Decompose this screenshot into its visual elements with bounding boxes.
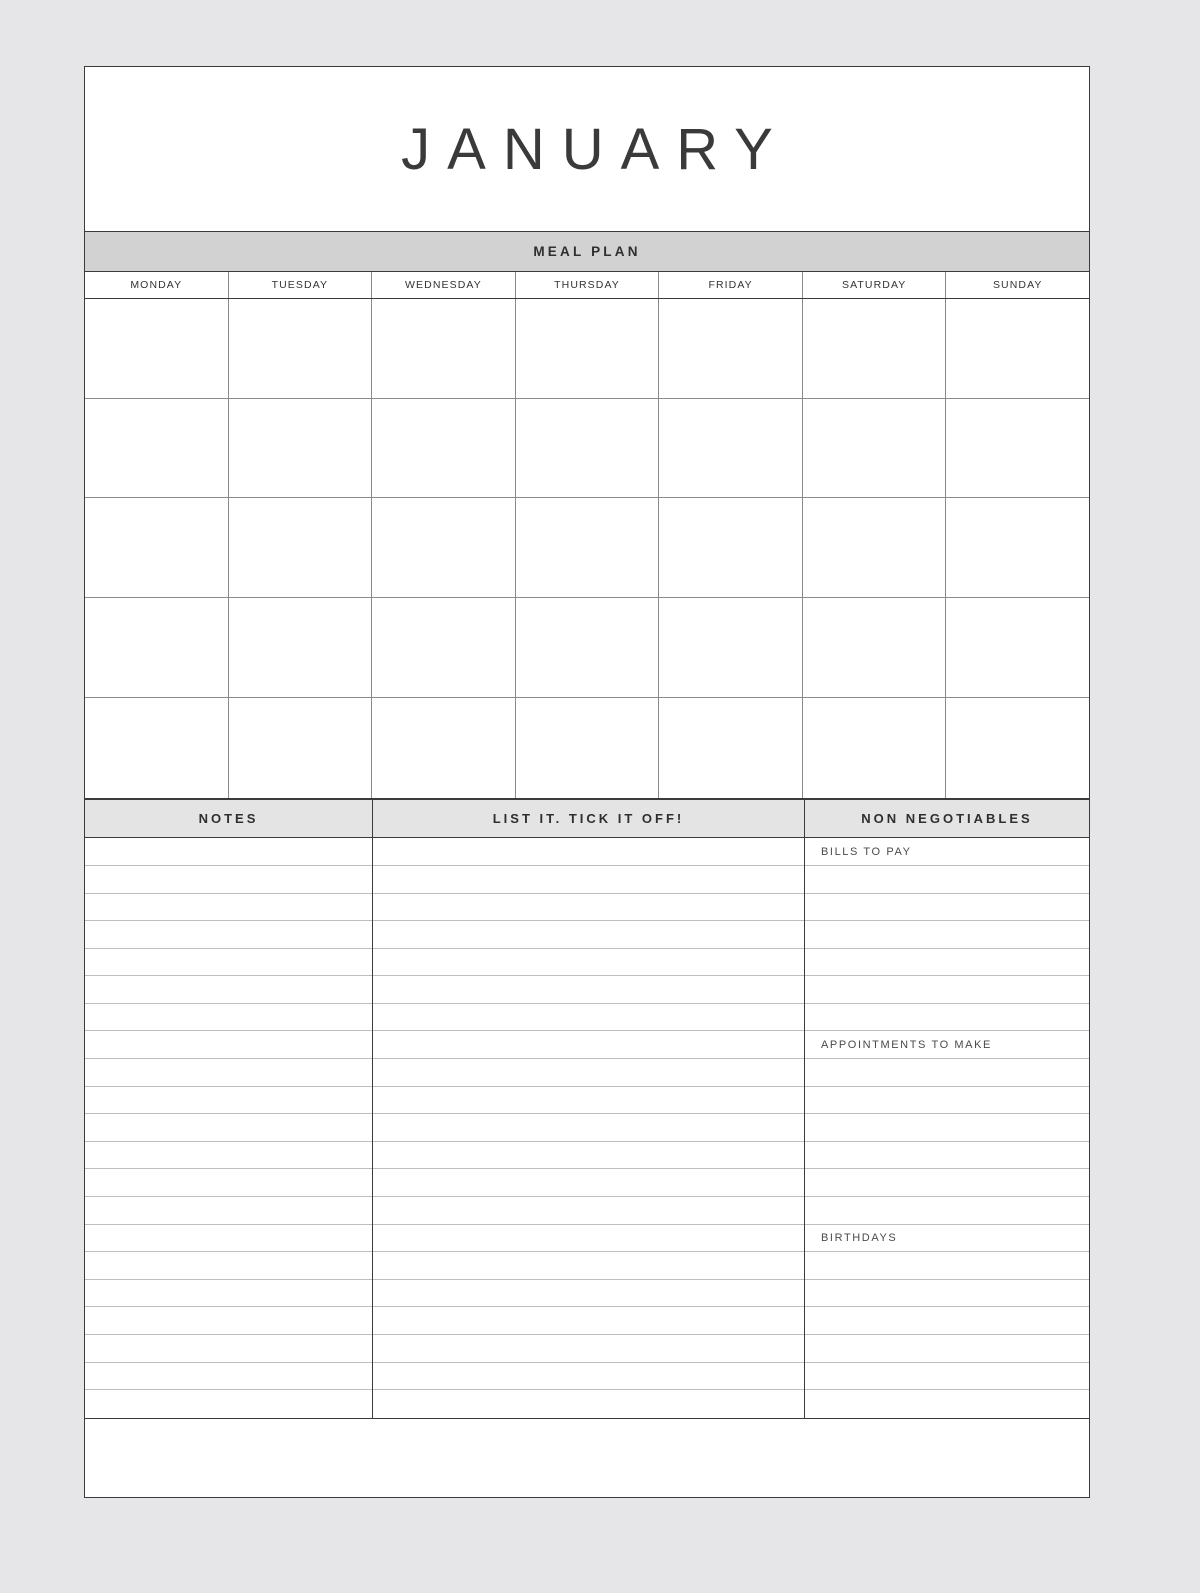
meal-plan-row <box>85 698 1089 798</box>
meal-plan-cell[interactable] <box>372 299 516 398</box>
list-line[interactable] <box>373 1142 804 1170</box>
meal-plan-row <box>85 399 1089 499</box>
notes-line[interactable] <box>85 894 372 922</box>
list-line[interactable] <box>373 1225 804 1253</box>
meal-plan-cell[interactable] <box>229 598 373 697</box>
non-negotiables-line[interactable] <box>805 1252 1089 1280</box>
list-line[interactable] <box>373 1197 804 1225</box>
notes-line[interactable] <box>85 1059 372 1087</box>
list-column <box>373 838 805 1417</box>
notes-line[interactable] <box>85 1114 372 1142</box>
lower-body <box>85 838 1089 1417</box>
non-negotiables-line[interactable] <box>805 894 1089 922</box>
weekday-sunday: SUNDAY <box>992 278 1043 291</box>
meal-plan-cell[interactable] <box>85 698 229 798</box>
meal-plan-cell[interactable] <box>659 698 803 798</box>
notes-line[interactable] <box>85 1087 372 1115</box>
notes-line[interactable] <box>85 921 372 949</box>
meal-plan-cell[interactable] <box>85 498 229 597</box>
notes-line[interactable] <box>85 1390 372 1418</box>
notes-line[interactable] <box>85 1142 372 1170</box>
notes-line[interactable] <box>85 1280 372 1308</box>
bottom-blank-band <box>85 1418 1089 1497</box>
meal-plan-cell[interactable] <box>85 299 229 398</box>
non-negotiables-line[interactable] <box>805 921 1089 949</box>
notes-line[interactable] <box>85 838 372 866</box>
list-line[interactable] <box>373 976 804 1004</box>
weekday-monday: MONDAY <box>85 272 229 298</box>
non-negotiables-line[interactable] <box>805 1390 1089 1418</box>
notes-line[interactable] <box>85 1169 372 1197</box>
weekday-thursday: THURSDAY <box>516 272 660 298</box>
notes-line[interactable] <box>85 1197 372 1225</box>
meal-plan-cell[interactable] <box>659 299 803 398</box>
meal-plan-cell[interactable] <box>229 399 373 498</box>
meal-plan-cell[interactable] <box>946 598 1089 697</box>
list-line[interactable] <box>373 1363 804 1391</box>
meal-plan-cell[interactable] <box>803 598 947 697</box>
list-line[interactable] <box>373 894 804 922</box>
meal-plan-row <box>85 498 1089 598</box>
meal-plan-header: MEAL PLAN <box>85 232 1089 272</box>
weekday-tuesday: TUESDAY <box>229 272 373 298</box>
meal-plan-cell[interactable] <box>229 698 373 798</box>
meal-plan-cell[interactable] <box>516 698 660 798</box>
list-line[interactable] <box>373 1114 804 1142</box>
notes-line[interactable] <box>85 1363 372 1391</box>
non-negotiables-header: NON NEGOTIABLES <box>861 811 1033 826</box>
non-negotiables-line[interactable] <box>805 1004 1089 1032</box>
meal-plan-cell[interactable] <box>85 399 229 498</box>
list-line[interactable] <box>373 921 804 949</box>
meal-plan-row <box>85 598 1089 698</box>
meal-plan-row <box>85 299 1089 399</box>
non-negotiables-line[interactable] <box>805 949 1089 977</box>
non-negotiables-line[interactable] <box>805 1335 1089 1363</box>
list-line[interactable] <box>373 1335 804 1363</box>
non-negotiables-line[interactable] <box>805 1280 1089 1308</box>
notes-line[interactable] <box>85 1004 372 1032</box>
meal-plan-cell[interactable] <box>516 299 660 398</box>
notes-line[interactable] <box>85 1225 372 1253</box>
list-header: LIST IT. TICK IT OFF! <box>373 800 805 838</box>
meal-plan-cell[interactable] <box>372 498 516 597</box>
non-negotiables-line[interactable] <box>805 1363 1089 1391</box>
meal-plan-cell[interactable] <box>516 598 660 697</box>
meal-plan-cell[interactable] <box>659 598 803 697</box>
non-negotiables-line[interactable] <box>805 1169 1089 1197</box>
notes-column <box>85 838 373 1417</box>
meal-plan-cell[interactable] <box>803 399 947 498</box>
lower-header-row <box>85 799 1089 839</box>
meal-plan-cell[interactable] <box>659 498 803 597</box>
notes-line[interactable] <box>85 1335 372 1363</box>
list-line[interactable] <box>373 1252 804 1280</box>
meal-plan-cell[interactable] <box>372 698 516 798</box>
list-line[interactable] <box>373 1169 804 1197</box>
notes-line[interactable] <box>85 1307 372 1335</box>
meal-plan-cell[interactable] <box>946 498 1089 597</box>
weekday-saturday: SATURDAY <box>803 272 947 298</box>
list-line[interactable] <box>373 866 804 894</box>
list-line[interactable] <box>373 1390 804 1418</box>
planner-sheet <box>84 66 1090 1498</box>
non-negotiables-section-label: BILLS TO PAY <box>805 838 1089 866</box>
meal-plan-cell[interactable] <box>516 498 660 597</box>
meal-plan-cell[interactable] <box>372 399 516 498</box>
meal-plan-cell[interactable] <box>659 399 803 498</box>
non-negotiables-line[interactable] <box>805 1307 1089 1335</box>
non-negotiables-section-label: APPOINTMENTS TO MAKE <box>805 1031 1089 1059</box>
notes-line[interactable] <box>85 976 372 1004</box>
notes-line[interactable] <box>85 949 372 977</box>
notes-line[interactable] <box>85 1252 372 1280</box>
notes-header: NOTES <box>85 800 373 838</box>
list-line[interactable] <box>373 1307 804 1335</box>
meal-plan-cell[interactable] <box>516 399 660 498</box>
list-line[interactable] <box>373 838 804 866</box>
non-negotiables-line[interactable] <box>805 1142 1089 1170</box>
non-negotiables-line[interactable] <box>805 1114 1089 1142</box>
list-line[interactable] <box>373 1059 804 1087</box>
meal-plan-cell[interactable] <box>946 399 1089 498</box>
list-line[interactable] <box>373 1280 804 1308</box>
non-negotiables-line[interactable] <box>805 1059 1089 1087</box>
meal-plan-cell[interactable] <box>229 498 373 597</box>
meal-plan-cell[interactable] <box>803 498 947 597</box>
weekday-wednesday: WEDNESDAY <box>372 272 516 298</box>
weekday-friday: FRIDAY <box>659 272 803 298</box>
title-band <box>85 67 1089 232</box>
list-line[interactable] <box>373 1004 804 1032</box>
non-negotiables-line[interactable] <box>805 1087 1089 1115</box>
weekday-header-row <box>85 272 1089 299</box>
non-negotiables-line[interactable] <box>805 976 1089 1004</box>
page-title: JANUARY <box>401 116 790 182</box>
non-negotiables-column <box>805 838 1089 1417</box>
notes-line[interactable] <box>85 1031 372 1059</box>
list-line[interactable] <box>373 1031 804 1059</box>
non-negotiables-line[interactable] <box>805 866 1089 894</box>
list-line[interactable] <box>373 1087 804 1115</box>
list-line[interactable] <box>373 949 804 977</box>
non-negotiables-section-label: BIRTHDAYS <box>805 1225 1089 1253</box>
meal-plan-cell[interactable] <box>946 299 1089 398</box>
meal-plan-cell[interactable] <box>229 299 373 398</box>
meal-plan-cell[interactable] <box>85 598 229 697</box>
meal-plan-cell[interactable] <box>803 299 947 398</box>
meal-plan-cell[interactable] <box>946 698 1089 798</box>
non-negotiables-line[interactable] <box>805 1197 1089 1225</box>
meal-plan-grid <box>85 299 1089 799</box>
notes-line[interactable] <box>85 866 372 894</box>
meal-plan-cell[interactable] <box>372 598 516 697</box>
meal-plan-cell[interactable] <box>803 698 947 798</box>
